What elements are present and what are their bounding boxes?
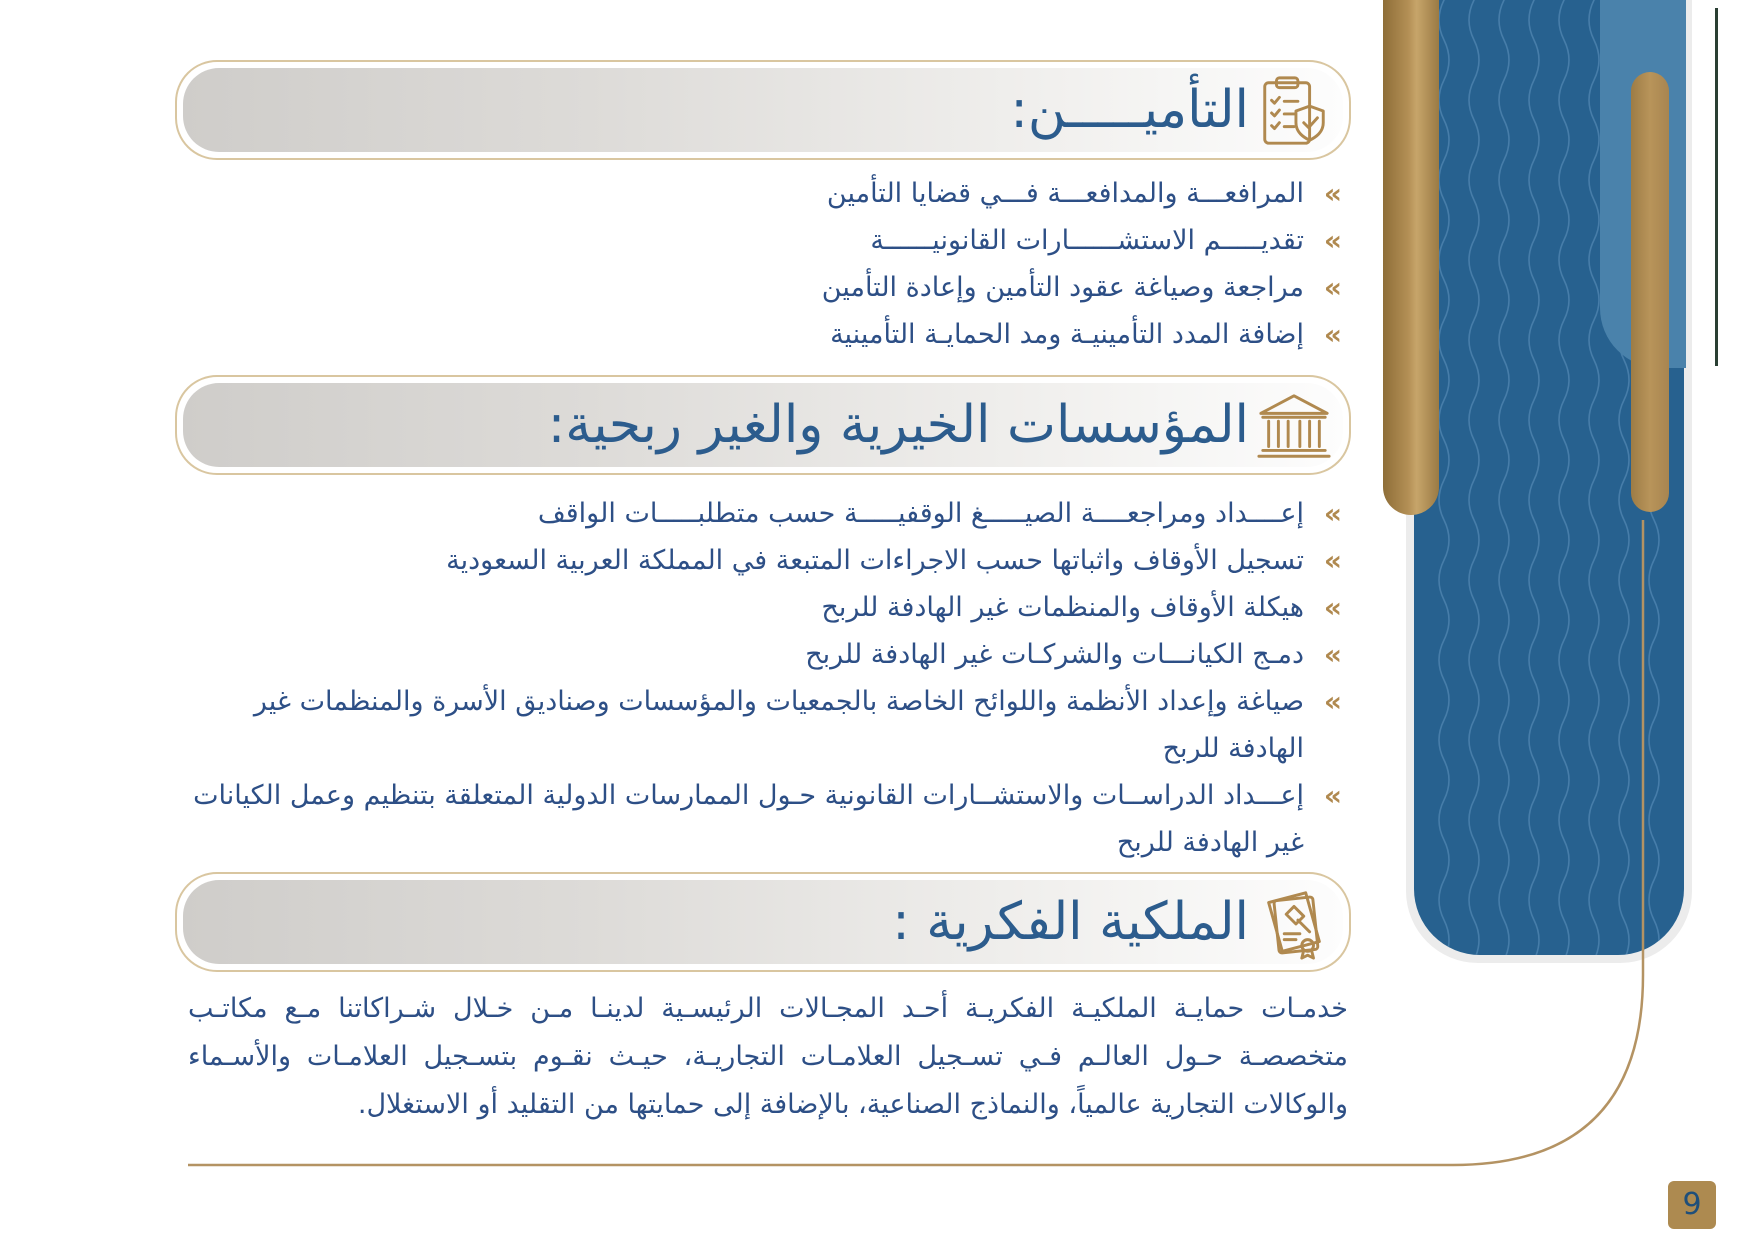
chevron-double-icon: »: [1323, 544, 1342, 577]
chevron-double-icon: »: [1323, 779, 1342, 812]
nonprofit-services-list: [182, 490, 1342, 866]
chevron-double-icon: »: [1323, 685, 1342, 718]
list-item: » إضافة المدد التأمينيـة ومد الحمايـة التأمينية: [182, 311, 1342, 358]
chevron-double-icon: »: [1323, 271, 1342, 304]
chevron-double-icon: »: [1323, 591, 1342, 624]
decorative-vertical-line: [1715, 8, 1718, 366]
insurance-services-list: [182, 170, 1342, 358]
intellectual-property-paragraph: خدمـات حمايـة الملكيـة الفكريـة أحـد المجـالات الرئيسـية لدينـا مـن خـلال شـراكاتنا مـع مكاتـب متخصصـة حـول العالـم فـي تسـجيل العلامـات التجاريـة، حيـث نقـوم بتسـجيل العلامـات والأسـماء والوكالات التجارية عالمياً، والنماذج الصناعية، بالإضافة إلى حمايتها من التقليد أو الاستغلال.: [188, 993, 1348, 1120]
institution-building-icon: [1255, 388, 1333, 466]
section-title: التأميـــــن:: [1010, 80, 1249, 140]
list-item: » دمـج الكيانـــات والشركـات غير الهادفة للربح: [182, 631, 1342, 678]
list-item: » إعــــداد ومراجعــــة الصيـــــغ الوقفيـــــة حسب متطلبـــــات الواقف: [182, 490, 1342, 537]
list-item: » تسجيل الأوقاف واثباتها حسب الاجراءات المتبعة في المملكة العربية السعودية: [182, 537, 1342, 584]
gavel-certificate-icon: [1255, 885, 1333, 963]
chevron-double-icon: »: [1323, 318, 1342, 351]
page-number: 9: [1668, 1181, 1716, 1229]
list-item: » تقديـــــم الاستشــــــارات القانونيــــــة: [182, 217, 1342, 264]
list-item: » المرافعـــة والمدافعـــة فـــي قضايا التأمين: [182, 170, 1342, 217]
section-title: المؤسسات الخيرية والغير ربحية:: [547, 395, 1249, 455]
chevron-double-icon: »: [1323, 224, 1342, 257]
chevron-double-icon: »: [1323, 177, 1342, 210]
list-item: » هيكلة الأوقاف والمنظمات غير الهادفة للربح: [182, 584, 1342, 631]
insurance-checklist-shield-icon: [1255, 73, 1333, 151]
list-item: » صياغة وإعداد الأنظمة واللوائح الخاصة بالجمعيات والمؤسسات وصناديق الأسرة والمنظمات غير الهادفة للربح: [182, 678, 1342, 772]
section-header-nonprofit: [175, 375, 1351, 475]
decorative-gold-bar: [1383, 0, 1439, 515]
section-header-insurance: [175, 60, 1351, 160]
section-title: الملكية الفكرية :: [892, 892, 1249, 952]
chevron-double-icon: »: [1323, 638, 1342, 671]
section-header-intellectual-property: [175, 872, 1351, 972]
chevron-double-icon: »: [1323, 497, 1342, 530]
list-item: » إعـــداد الدراســات والاستشــارات القانونية حـول الممارسات الدولية المتعلقة بتنظيم وعمل الكيانات غير الهادفة للربح: [182, 772, 1342, 866]
decorative-gold-pill: [1631, 72, 1669, 512]
list-item: » مراجعة وصياغة عقود التأمين وإعادة التأمين: [182, 264, 1342, 311]
